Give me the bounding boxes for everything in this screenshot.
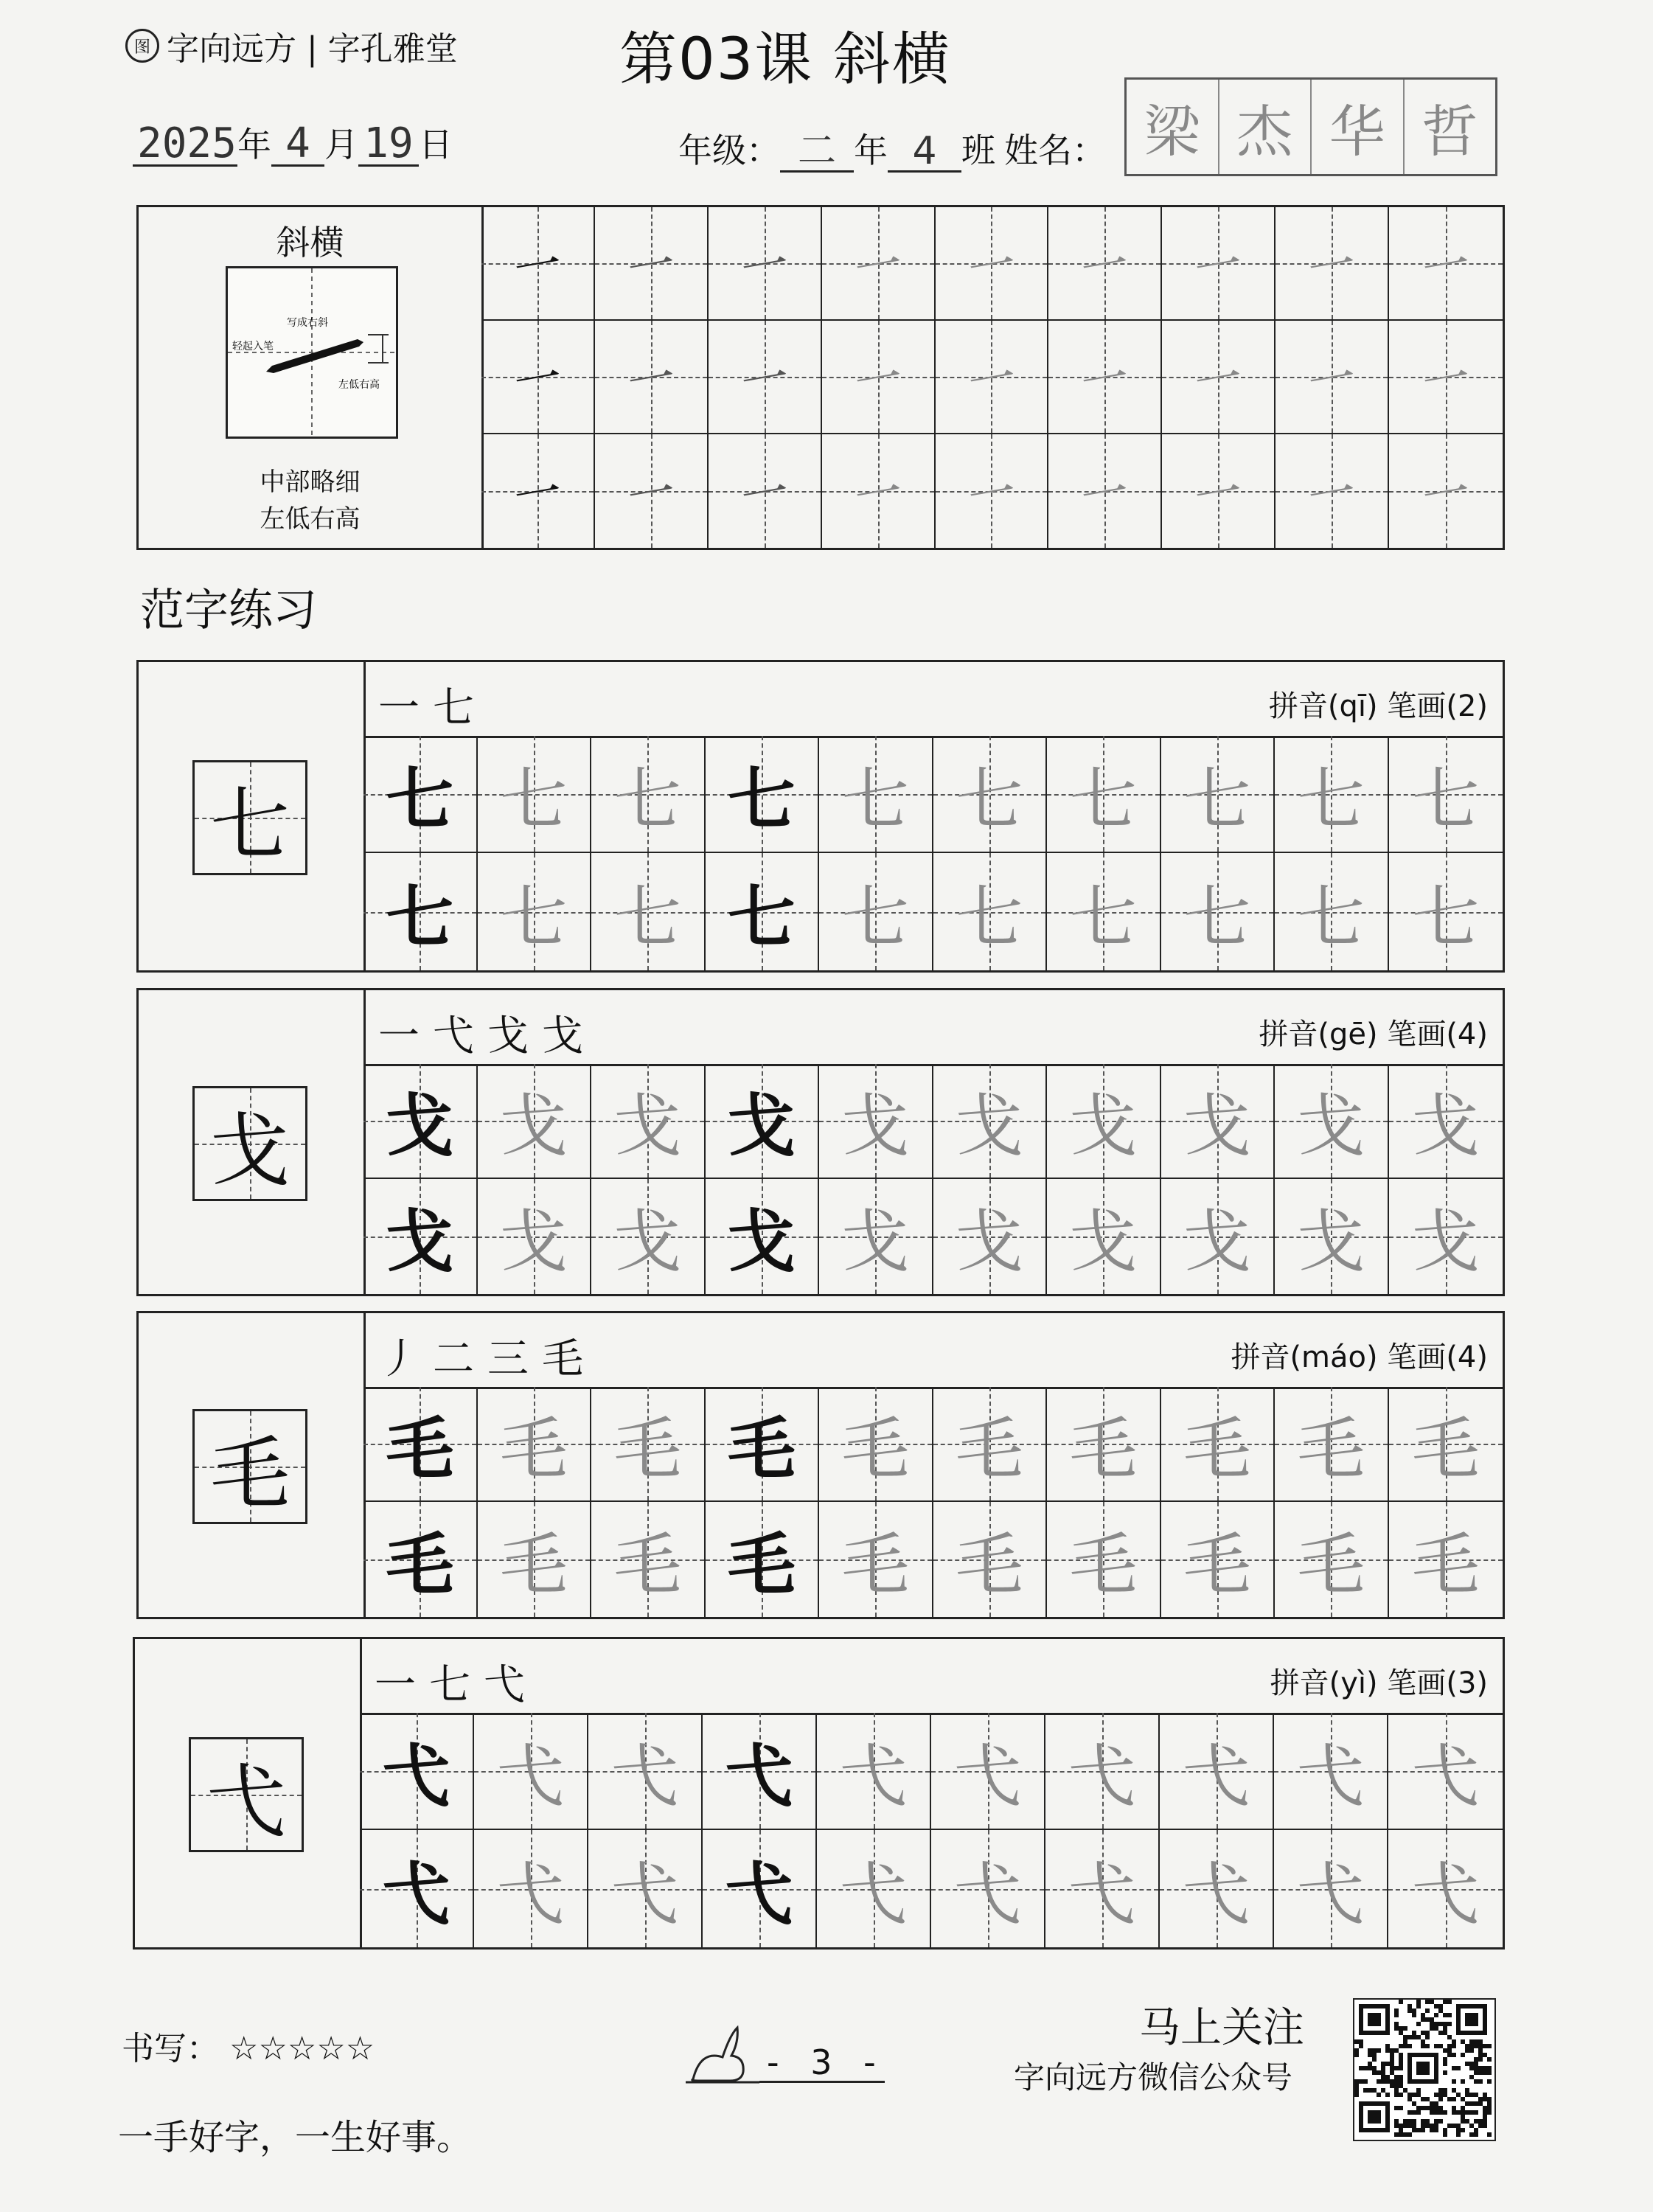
practice-char: 毛 [613, 1410, 682, 1489]
model-char-box [192, 760, 307, 875]
practice-char: 毛 [727, 1409, 796, 1489]
practice-char: 毛 [1297, 1410, 1365, 1489]
practice-char: 弋 [382, 1854, 450, 1934]
practice-char: 弋 [953, 1736, 1022, 1816]
stroke-practice-cell[interactable] [822, 321, 936, 434]
date-year-unit: 年 [237, 125, 271, 164]
practice-char: 毛 [841, 1526, 910, 1604]
model-char: 毛 [209, 1427, 290, 1520]
char-header [363, 662, 1503, 738]
stroke-order: 一七弋 [375, 1661, 538, 1709]
char-practice-cell[interactable] [819, 1387, 933, 1502]
practice-char: 戈 [1411, 1203, 1480, 1281]
practice-glyph: 一 [1304, 349, 1361, 412]
date-year[interactable]: 2025 [133, 123, 237, 167]
char-practice-cell[interactable] [819, 1064, 933, 1179]
char-practice-cell[interactable] [933, 1387, 1048, 1502]
practice-char: 戈 [1069, 1203, 1138, 1281]
practice-char: 毛 [1069, 1410, 1138, 1489]
char-practice-cell[interactable] [931, 1830, 1045, 1947]
practice-glyph: 一 [1191, 349, 1247, 412]
practice-glyph: 一 [623, 236, 680, 299]
practice-glyph: 一 [1077, 349, 1134, 412]
practice-glyph: 一 [510, 349, 566, 412]
char-practice-cell[interactable] [1389, 1179, 1503, 1294]
practice-char: 七 [1069, 877, 1138, 957]
char-practice-cell[interactable] [1275, 1064, 1389, 1179]
char-practice-cell[interactable] [478, 1179, 592, 1294]
date-day-unit: 日 [419, 125, 453, 164]
char-block-qi [136, 660, 1505, 973]
date-month[interactable]: 4 [271, 123, 324, 167]
model-char: 七 [209, 779, 290, 872]
stroke-title: 斜横 [276, 223, 344, 262]
section-title: 范字练习 [140, 585, 317, 636]
logo-mark: 图 [125, 29, 159, 63]
char-meta: 拼音(qī) 笔画(2) [1268, 689, 1488, 723]
stroke-practice-cell[interactable] [1276, 434, 1389, 548]
stroke-practice-cell[interactable] [936, 321, 1049, 434]
practice-char: 戈 [613, 1203, 682, 1281]
practice-char: 七 [1183, 759, 1251, 839]
stroke-practice-cell[interactable] [822, 207, 936, 321]
lesson-title: 第03课 斜横 [619, 27, 952, 93]
stroke-practice-cell[interactable] [1162, 434, 1276, 548]
char-practice-cell[interactable] [706, 1064, 820, 1179]
practice-char: 戈 [1183, 1203, 1251, 1281]
stroke-panel [136, 205, 1505, 550]
stroke-practice-cell[interactable] [1162, 207, 1276, 321]
char-practice-cell[interactable] [478, 1387, 592, 1502]
stroke-note-2: 左低右高 [260, 504, 361, 534]
practice-glyph: 一 [1191, 236, 1247, 299]
practice-char: 弋 [953, 1854, 1022, 1934]
char-practice-cell[interactable] [706, 736, 820, 853]
char-practice-cell[interactable] [478, 853, 592, 970]
brand-logo [125, 22, 458, 69]
diagram-label: 左低右高 [338, 379, 380, 391]
practice-char: 七 [841, 877, 910, 957]
motto: 一手好字，一生好事。 [118, 2117, 473, 2158]
practice-char: 毛 [613, 1526, 682, 1604]
practice-glyph: 一 [964, 349, 1020, 412]
stroke-practice-cell[interactable] [1389, 207, 1503, 321]
stroke-practice-cell[interactable] [709, 321, 822, 434]
char-practice-cell[interactable] [588, 1830, 703, 1947]
practice-char: 戈 [1411, 1087, 1480, 1166]
stroke-practice-cell[interactable] [595, 434, 709, 548]
stroke-diagram-svg [228, 268, 396, 437]
practice-char: 七 [499, 877, 568, 957]
practice-char: 七 [1411, 877, 1480, 957]
stroke-diagram [226, 266, 398, 439]
char-practice-cell[interactable] [478, 736, 592, 853]
char-practice-cell[interactable] [1275, 853, 1389, 970]
char-practice-cell[interactable] [706, 853, 820, 970]
char-practice-cell[interactable] [1161, 1064, 1276, 1179]
practice-char: 弋 [839, 1736, 908, 1816]
practice-char: 弋 [496, 1736, 565, 1816]
char-practice-cell[interactable] [706, 1179, 820, 1294]
char-practice-cell[interactable] [1274, 1713, 1388, 1830]
char-practice-cell[interactable] [591, 1502, 706, 1617]
date-line [133, 118, 453, 167]
practice-char: 弋 [1068, 1736, 1136, 1816]
char-practice-cell[interactable] [1045, 1713, 1160, 1830]
char-practice-cell[interactable] [1274, 1830, 1388, 1947]
char-practice-cell[interactable] [591, 1064, 706, 1179]
qr-code-svg [1354, 2000, 1492, 2137]
practice-char: 弋 [1411, 1736, 1480, 1816]
practice-char: 毛 [499, 1526, 568, 1604]
char-practice-cell[interactable] [933, 1179, 1048, 1294]
practice-char: 七 [613, 877, 682, 957]
practice-char: 七 [955, 759, 1023, 839]
practice-char: 弋 [496, 1854, 565, 1934]
practice-char: 毛 [1069, 1526, 1138, 1604]
practice-char: 毛 [499, 1410, 568, 1489]
practice-glyph: 一 [1304, 236, 1361, 299]
char-practice-cell[interactable] [933, 1502, 1048, 1617]
char-practice-cell[interactable] [1047, 736, 1161, 853]
char-practice-cell[interactable] [1161, 736, 1276, 853]
practice-char: 七 [955, 877, 1023, 957]
char-practice-grid [363, 1064, 1503, 1294]
char-practice-cell[interactable] [588, 1713, 703, 1830]
practice-char: 弋 [1182, 1736, 1250, 1816]
practice-char: 戈 [1183, 1087, 1251, 1166]
practice-char: 七 [1183, 877, 1251, 957]
char-practice-cell[interactable] [591, 1387, 706, 1502]
char-practice-cell[interactable] [1045, 1830, 1160, 1947]
practice-char: 毛 [1183, 1410, 1251, 1489]
practice-glyph: 一 [510, 464, 566, 526]
char-practice-cell[interactable] [1047, 853, 1161, 970]
stroke-practice-cell[interactable] [481, 434, 595, 548]
practice-glyph: 一 [1191, 464, 1247, 526]
char-meta: 拼音(yì) 笔画(3) [1270, 1666, 1488, 1700]
grade-label: 年级： [678, 131, 780, 170]
stroke-practice-cell[interactable] [1276, 207, 1389, 321]
practice-char: 七 [1411, 759, 1480, 839]
practice-char: 七 [386, 759, 454, 839]
char-practice-cell[interactable] [363, 1502, 478, 1617]
char-practice-cell[interactable] [817, 1830, 931, 1947]
char-meta: 拼音(máo) 笔画(4) [1231, 1340, 1488, 1374]
practice-char: 戈 [499, 1203, 568, 1281]
stroke-practice-cell[interactable] [709, 434, 822, 548]
char-practice-cell[interactable] [363, 1387, 478, 1502]
stroke-practice-grid [481, 207, 1503, 548]
stroke-practice-cell[interactable] [1162, 321, 1276, 434]
diagram-label: 写成右斜 [287, 317, 328, 329]
practice-glyph: 一 [623, 464, 680, 526]
model-char-box [192, 1409, 307, 1524]
char-practice-cell[interactable] [363, 736, 478, 853]
char-practice-cell[interactable] [933, 736, 1048, 853]
practice-char: 弋 [1068, 1854, 1136, 1934]
practice-char: 戈 [386, 1086, 454, 1166]
char-practice-cell[interactable] [933, 853, 1048, 970]
practice-char: 戈 [1069, 1087, 1138, 1166]
name-label: 姓名： [1004, 131, 1106, 170]
char-practice-cell[interactable] [1388, 1713, 1503, 1830]
rating-stars[interactable]: ☆☆☆☆☆ [229, 2030, 375, 2067]
practice-glyph: 一 [850, 236, 907, 299]
practice-char: 七 [727, 759, 796, 839]
stroke-order: 一七 [378, 684, 487, 732]
practice-char: 戈 [727, 1202, 796, 1281]
practice-char: 戈 [841, 1203, 910, 1281]
practice-char: 七 [1297, 759, 1365, 839]
practice-glyph: 一 [1077, 464, 1134, 526]
class-field[interactable]: 4 [888, 132, 961, 173]
char-practice-cell[interactable] [706, 1387, 820, 1502]
practice-char: 毛 [955, 1410, 1023, 1489]
practice-char: 戈 [727, 1086, 796, 1166]
char-practice-cell[interactable] [591, 736, 706, 853]
char-practice-cell[interactable] [363, 853, 478, 970]
date-month-unit: 月 [324, 125, 358, 164]
name-char: 哲 [1421, 98, 1478, 164]
char-practice-cell[interactable] [478, 1502, 592, 1617]
practice-glyph: 一 [737, 349, 793, 412]
char-practice-cell[interactable] [1161, 1502, 1276, 1617]
char-practice-cell[interactable] [1389, 1387, 1503, 1502]
practice-glyph: 一 [1419, 349, 1475, 412]
practice-char: 弋 [1182, 1854, 1250, 1934]
logo-text: 字向远方 | 字孔雅堂 [167, 30, 458, 68]
qr-code[interactable] [1353, 1998, 1496, 2141]
practice-glyph: 一 [1419, 236, 1475, 299]
diagram-label: 轻起入笔 [232, 341, 274, 352]
page-number: - 3 - [767, 2042, 886, 2082]
practice-char: 毛 [1411, 1410, 1480, 1489]
practice-char: 毛 [1297, 1526, 1365, 1604]
practice-glyph: 一 [1077, 236, 1134, 299]
date-day[interactable]: 19 [358, 123, 419, 167]
char-practice-cell[interactable] [819, 853, 933, 970]
class-unit: 班 [961, 131, 995, 170]
char-practice-cell[interactable] [931, 1713, 1045, 1830]
char-practice-cell[interactable] [1275, 1179, 1389, 1294]
stroke-practice-cell[interactable] [1389, 434, 1503, 548]
practice-char: 毛 [955, 1526, 1023, 1604]
practice-char: 毛 [841, 1410, 910, 1489]
writing-rating [122, 2022, 375, 2069]
char-block-mao [136, 1311, 1505, 1619]
practice-char: 七 [841, 759, 910, 839]
practice-char: 七 [1297, 877, 1365, 957]
char-practice-cell[interactable] [1275, 1502, 1389, 1617]
practice-char: 弋 [725, 1736, 793, 1816]
practice-glyph: 一 [964, 464, 1020, 526]
stroke-practice-cell[interactable] [822, 434, 936, 548]
char-practice-cell[interactable] [1275, 736, 1389, 853]
practice-char: 戈 [1297, 1203, 1365, 1281]
char-practice-cell[interactable] [1161, 1179, 1276, 1294]
stroke-practice-cell[interactable] [936, 434, 1049, 548]
char-practice-cell[interactable] [1047, 1179, 1161, 1294]
char-header [363, 1313, 1503, 1389]
model-char: 戈 [209, 1105, 290, 1197]
practice-char: 弋 [1411, 1854, 1480, 1934]
char-practice-cell[interactable] [1161, 853, 1276, 970]
practice-char: 七 [499, 759, 568, 839]
stroke-practice-cell[interactable] [709, 207, 822, 321]
rabbit-icon [686, 2020, 759, 2090]
char-practice-cell[interactable] [706, 1502, 820, 1617]
char-header [363, 990, 1503, 1066]
class-info [678, 124, 1106, 173]
char-practice-cell[interactable] [474, 1713, 588, 1830]
stroke-practice-cell[interactable] [595, 321, 709, 434]
char-practice-cell[interactable] [363, 1179, 478, 1294]
name-char: 梁 [1127, 80, 1219, 174]
practice-char: 七 [386, 877, 454, 957]
stroke-practice-cell[interactable] [1048, 321, 1162, 434]
char-practice-cell[interactable] [591, 853, 706, 970]
stroke-practice-cell[interactable] [1048, 207, 1162, 321]
practice-char: 七 [727, 877, 796, 957]
stroke-practice-cell[interactable] [936, 207, 1049, 321]
practice-char: 戈 [499, 1087, 568, 1166]
practice-glyph: 一 [737, 236, 793, 299]
char-practice-cell[interactable] [478, 1064, 592, 1179]
practice-glyph: 一 [737, 464, 793, 526]
rating-label: 书写： [122, 2030, 219, 2067]
char-practice-cell[interactable] [1160, 1830, 1274, 1947]
stroke-order: 一弋戈戈 [378, 1012, 596, 1060]
name-char: 杰 [1219, 80, 1312, 174]
stroke-practice-cell[interactable] [481, 321, 595, 434]
char-practice-cell[interactable] [1389, 736, 1503, 853]
practice-char: 戈 [613, 1087, 682, 1166]
char-practice-cell[interactable] [474, 1830, 588, 1947]
stroke-practice-cell[interactable] [481, 207, 595, 321]
char-practice-cell[interactable] [819, 736, 933, 853]
practice-char: 戈 [955, 1203, 1023, 1281]
stroke-practice-cell[interactable] [1276, 321, 1389, 434]
practice-char: 毛 [1183, 1526, 1251, 1604]
char-practice-cell[interactable] [1047, 1502, 1161, 1617]
wechat-text: 字向远方微信公众号 [1014, 2059, 1293, 2096]
char-practice-cell[interactable] [591, 1179, 706, 1294]
practice-char: 戈 [1297, 1087, 1365, 1166]
char-practice-cell[interactable] [1275, 1387, 1389, 1502]
practice-glyph: 一 [964, 236, 1020, 299]
stroke-order: 丿二三毛 [378, 1335, 596, 1383]
practice-char: 七 [613, 759, 682, 839]
practice-char: 戈 [386, 1202, 454, 1281]
practice-char: 毛 [386, 1525, 454, 1604]
practice-char: 弋 [725, 1854, 793, 1934]
practice-char: 弋 [1296, 1854, 1365, 1934]
grade-unit: 年 [854, 131, 888, 170]
char-practice-grid [363, 1387, 1503, 1617]
char-block-yi [133, 1637, 1505, 1950]
char-practice-cell[interactable] [819, 1179, 933, 1294]
char-practice-cell[interactable] [1160, 1713, 1274, 1830]
practice-char: 毛 [1411, 1526, 1480, 1604]
stroke-intro [139, 207, 484, 548]
practice-char: 毛 [727, 1525, 796, 1604]
char-practice-cell[interactable] [1047, 1387, 1161, 1502]
char-practice-cell[interactable] [933, 1064, 1048, 1179]
char-practice-cell[interactable] [1047, 1064, 1161, 1179]
practice-char: 戈 [955, 1087, 1023, 1166]
model-char: 弋 [206, 1756, 286, 1848]
practice-glyph: 一 [850, 464, 907, 526]
practice-glyph: 一 [1304, 464, 1361, 526]
stroke-practice-cell[interactable] [1048, 434, 1162, 548]
practice-char: 戈 [841, 1087, 910, 1166]
char-practice-cell[interactable] [703, 1713, 817, 1830]
char-practice-cell[interactable] [703, 1830, 817, 1947]
char-meta: 拼音(gē) 笔画(4) [1259, 1018, 1488, 1051]
char-practice-cell[interactable] [363, 1064, 478, 1179]
char-header [360, 1639, 1503, 1715]
char-block-ge [136, 988, 1505, 1296]
name-char: 华 [1312, 80, 1405, 174]
practice-char: 弋 [382, 1736, 450, 1816]
char-practice-cell[interactable] [819, 1502, 933, 1617]
char-practice-cell[interactable] [1389, 1502, 1503, 1617]
char-practice-cell[interactable] [360, 1713, 474, 1830]
practice-glyph: 一 [510, 236, 566, 299]
stroke-practice-cell[interactable] [595, 207, 709, 321]
stroke-note-1: 中部略细 [260, 467, 361, 497]
practice-char: 弋 [610, 1736, 679, 1816]
char-practice-cell[interactable] [1388, 1830, 1503, 1947]
char-practice-cell[interactable] [1389, 853, 1503, 970]
char-practice-grid [360, 1713, 1503, 1947]
char-practice-grid [363, 736, 1503, 970]
model-char-box [189, 1737, 304, 1852]
practice-glyph: 一 [850, 349, 907, 412]
practice-char: 毛 [386, 1409, 454, 1489]
char-practice-cell[interactable] [1161, 1387, 1276, 1502]
practice-char: 七 [1069, 759, 1138, 839]
model-char-box [192, 1086, 307, 1201]
practice-glyph: 一 [623, 349, 680, 412]
practice-char: 弋 [610, 1854, 679, 1934]
practice-glyph: 一 [1419, 464, 1475, 526]
follow-text: 马上关注 [1139, 2004, 1304, 2052]
practice-char: 弋 [1296, 1736, 1365, 1816]
char-practice-cell[interactable] [1389, 1064, 1503, 1179]
stroke-practice-cell[interactable] [1389, 321, 1503, 434]
char-practice-cell[interactable] [817, 1713, 931, 1830]
practice-char: 弋 [839, 1854, 908, 1934]
char-practice-cell[interactable] [360, 1830, 474, 1947]
grade-field[interactable]: 二 [780, 132, 854, 173]
name-field[interactable] [1124, 77, 1497, 176]
